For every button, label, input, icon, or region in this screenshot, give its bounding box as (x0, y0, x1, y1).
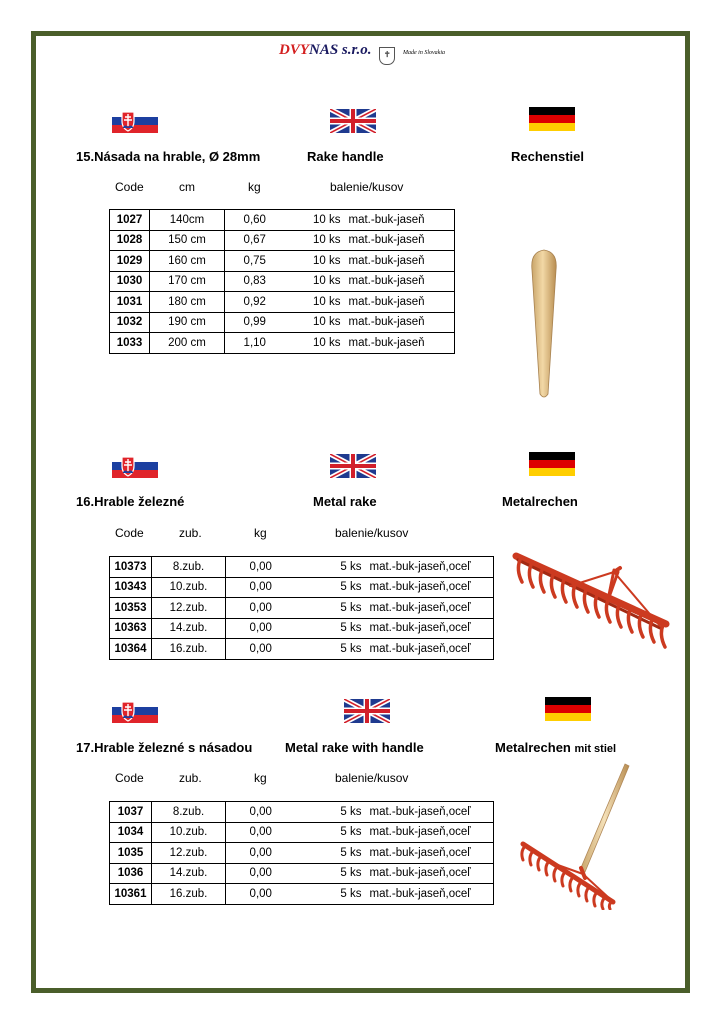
product-code: 10364 (110, 639, 152, 660)
product-weight: 1,10 (225, 333, 285, 354)
product-qty: 10 ks (285, 210, 345, 231)
product-code: 1031 (110, 292, 150, 313)
product-material: mat.-buk-jaseň,oceľ (366, 822, 494, 843)
product-qty: 5 ks (296, 863, 366, 884)
product-code: 10361 (110, 884, 152, 905)
section-17-title-de-suffix: mit stiel (574, 743, 617, 755)
product-qty: 5 ks (296, 802, 366, 823)
product-material: mat.-buk-jaseň (345, 251, 455, 272)
table-row (110, 230, 455, 251)
product-code: 1035 (110, 843, 152, 864)
column-header-code: Code (115, 180, 144, 194)
rake-handle-image (524, 248, 564, 400)
product-material: mat.-buk-jaseň (345, 271, 455, 292)
product-material: mat.-buk-jaseň,oceľ (366, 884, 494, 905)
table-row (110, 557, 494, 578)
product-qty: 10 ks (285, 230, 345, 251)
column-header-pack: balenie/kusov (335, 526, 409, 540)
product-qty: 10 ks (285, 292, 345, 313)
column-header-size: zub. (179, 526, 202, 540)
product-qty: 5 ks (296, 822, 366, 843)
product-material: mat.-buk-jaseň,oceľ (366, 863, 494, 884)
product-material: mat.-buk-jaseň,oceľ (366, 557, 494, 578)
column-header-pack: balenie/kusov (335, 771, 409, 785)
product-weight: 0,67 (225, 230, 285, 251)
product-size: 200 cm (150, 333, 225, 354)
product-qty: 5 ks (296, 639, 366, 660)
product-qty: 5 ks (296, 843, 366, 864)
product-material: mat.-buk-jaseň (345, 333, 455, 354)
product-size: 10.zub. (152, 577, 226, 598)
section-16-title-en: Metal rake (313, 494, 377, 509)
product-material: mat.-buk-jaseň,oceľ (366, 618, 494, 639)
product-size: 8.zub. (152, 802, 226, 823)
table-row (110, 884, 494, 905)
slovak-flag-icon (112, 109, 158, 133)
product-weight: 0,00 (226, 639, 296, 660)
product-size: 10.zub. (152, 822, 226, 843)
product-qty: 5 ks (296, 557, 366, 578)
uk-flag-icon (330, 109, 376, 133)
product-qty: 10 ks (285, 333, 345, 354)
section-17-title-de (495, 740, 616, 755)
table-row (110, 618, 494, 639)
section-16-title-sk: 16.Hrable železné (76, 494, 185, 509)
product-code: 10363 (110, 618, 152, 639)
brand-name-dark: NAS s.r.o. (308, 42, 372, 58)
section-17-title-en: Metal rake with handle (285, 740, 424, 755)
product-weight: 0,99 (225, 312, 285, 333)
product-material: mat.-buk-jaseň,oceľ (366, 639, 494, 660)
section-16-title-de: Metalrechen (502, 494, 578, 509)
product-qty: 5 ks (296, 618, 366, 639)
slovak-flag-icon (112, 454, 158, 478)
product-weight: 0,00 (226, 802, 296, 823)
table-row (110, 843, 494, 864)
product-code: 1029 (110, 251, 150, 272)
section-15-title-en: Rake handle (307, 149, 384, 164)
section-17-title-de-main: Metalrechen (495, 740, 571, 755)
table-row (110, 333, 455, 354)
table-row (110, 863, 494, 884)
column-header-size: cm (179, 180, 195, 194)
product-weight: 0,00 (226, 884, 296, 905)
product-code: 1030 (110, 271, 150, 292)
product-table-17 (109, 801, 494, 905)
company-header (0, 42, 724, 65)
column-header-weight: kg (254, 771, 267, 785)
table-row (110, 598, 494, 619)
product-size: 140cm (150, 210, 225, 231)
product-size: 190 cm (150, 312, 225, 333)
column-header-weight: kg (254, 526, 267, 540)
product-weight: 0,92 (225, 292, 285, 313)
product-weight: 0,75 (225, 251, 285, 272)
column-header-weight: kg (248, 180, 261, 194)
product-table-15 (109, 209, 455, 354)
section-17-title-sk: 17.Hrable železné s násadou (76, 740, 253, 755)
uk-flag-icon (344, 699, 390, 723)
product-qty: 5 ks (296, 598, 366, 619)
product-size: 160 cm (150, 251, 225, 272)
product-code: 1032 (110, 312, 150, 333)
product-weight: 0,00 (226, 863, 296, 884)
product-code: 1034 (110, 822, 152, 843)
product-weight: 0,00 (226, 822, 296, 843)
metal-rake-with-handle-image (515, 760, 635, 910)
slovak-flag-icon (112, 699, 158, 723)
product-table-16 (109, 556, 494, 660)
product-size: 12.zub. (152, 598, 226, 619)
table-row (110, 210, 455, 231)
product-weight: 0,00 (226, 577, 296, 598)
product-qty: 5 ks (296, 577, 366, 598)
product-code: 1027 (110, 210, 150, 231)
product-material: mat.-buk-jaseň,oceľ (366, 802, 494, 823)
column-header-code: Code (115, 771, 144, 785)
uk-flag-icon (330, 454, 376, 478)
product-weight: 0,00 (226, 618, 296, 639)
product-weight: 0,60 (225, 210, 285, 231)
table-row (110, 577, 494, 598)
product-code: 1028 (110, 230, 150, 251)
product-code: 10353 (110, 598, 152, 619)
table-row (110, 639, 494, 660)
product-material: mat.-buk-jaseň (345, 230, 455, 251)
column-header-size: zub. (179, 771, 202, 785)
product-size: 180 cm (150, 292, 225, 313)
product-size: 14.zub. (152, 863, 226, 884)
metal-rake-image (510, 546, 672, 656)
product-code: 1036 (110, 863, 152, 884)
german-flag-icon (529, 452, 575, 476)
product-material: mat.-buk-jaseň (345, 292, 455, 313)
product-size: 150 cm (150, 230, 225, 251)
table-row (110, 251, 455, 272)
german-flag-icon (529, 107, 575, 131)
product-material: mat.-buk-jaseň,oceľ (366, 843, 494, 864)
product-qty: 10 ks (285, 271, 345, 292)
made-in-label: Made in Slovakia (403, 50, 446, 56)
product-weight: 0,00 (226, 598, 296, 619)
slovak-crest-icon: ✝ (379, 47, 395, 65)
product-weight: 0,83 (225, 271, 285, 292)
product-material: mat.-buk-jaseň (345, 210, 455, 231)
product-code: 10373 (110, 557, 152, 578)
product-size: 16.zub. (152, 639, 226, 660)
product-qty: 10 ks (285, 251, 345, 272)
product-size: 16.zub. (152, 884, 226, 905)
product-code: 10343 (110, 577, 152, 598)
product-weight: 0,00 (226, 843, 296, 864)
product-code: 1033 (110, 333, 150, 354)
product-size: 8.zub. (152, 557, 226, 578)
table-row (110, 292, 455, 313)
german-flag-icon (545, 697, 591, 721)
table-row (110, 802, 494, 823)
section-15-title-sk: 15.Násada na hrable, Ø 28mm (76, 149, 261, 164)
product-size: 12.zub. (152, 843, 226, 864)
table-row (110, 312, 455, 333)
section-15-title-de: Rechenstiel (511, 149, 584, 164)
brand-name-red: DVY (278, 42, 309, 58)
product-material: mat.-buk-jaseň,oceľ (366, 598, 494, 619)
column-header-pack: balenie/kusov (330, 180, 404, 194)
product-code: 1037 (110, 802, 152, 823)
table-row (110, 822, 494, 843)
product-material: mat.-buk-jaseň,oceľ (366, 577, 494, 598)
product-material: mat.-buk-jaseň (345, 312, 455, 333)
product-size: 170 cm (150, 271, 225, 292)
product-qty: 5 ks (296, 884, 366, 905)
product-qty: 10 ks (285, 312, 345, 333)
product-size: 14.zub. (152, 618, 226, 639)
product-weight: 0,00 (226, 557, 296, 578)
table-row (110, 271, 455, 292)
column-header-code: Code (115, 526, 144, 540)
